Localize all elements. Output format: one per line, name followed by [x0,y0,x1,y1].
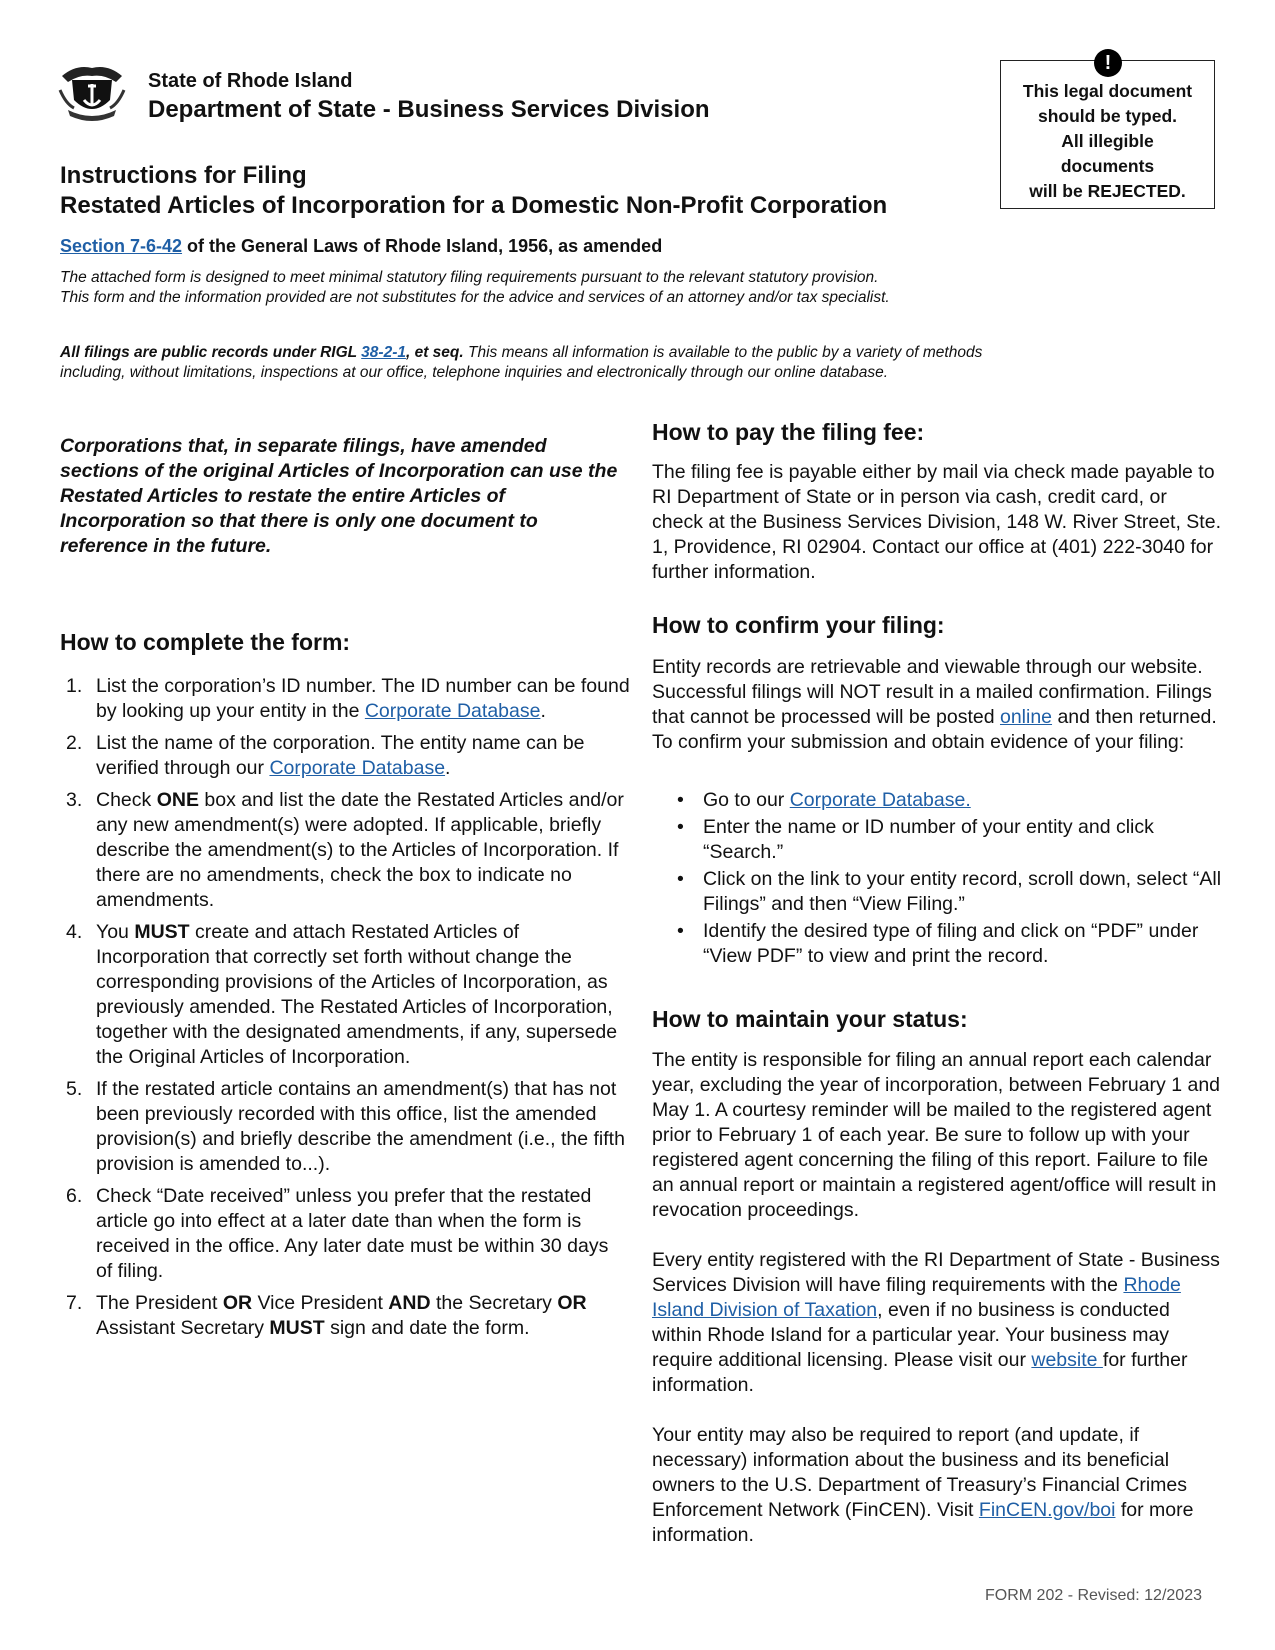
bullet: • [677,816,684,838]
bullet: • [677,868,684,890]
maintain-text: , even if no business is conducted within Rhode Island for a particular year. Your business may require additional licensing. Please visit our [652,1299,1170,1371]
disclaimer [60,268,890,308]
step-emphasis: MUST [269,1317,325,1339]
statute-text: of the General Laws of Rhode Island, 1956, as amended [182,236,663,256]
step-text: box and list the date the Restated Articles and/or any new amendment(s) were adopted. If applicable, briefly describe the amendment(s) to the Articles of Incorporation. If there are no amendments, check the box to indicate no amendments. [96,789,624,911]
public-bold-suffix: , et seq. [405,344,464,361]
step-number: 7. [66,1292,83,1314]
step-text: You [96,921,135,943]
pay-fee-text: The filing fee is payable either by mail via check made payable to RI Department of State or in person via cash, credit card, or check at the Business Services Division, 148 W. River Street, Ste. 1, Providence, RI 02904. Contact our office at (401) 222-3040 for further information. [652,461,1221,583]
step-text: If the restated article contains an amendment(s) that has not been previously recorded with this office, list the amended provision(s) and briefly describe the amendment (i.e., the fifth provision is amended to...). [96,1078,625,1175]
section-link[interactable]: Section 7-6-42 [60,236,183,256]
bullet: • [677,920,684,942]
warning-line: All illegible [1061,131,1154,151]
online-link[interactable]: online [999,706,1053,728]
step-item [60,1077,630,1177]
step-emphasis: OR [222,1292,253,1314]
maintain-paragraph-2 [652,1248,1222,1398]
warning-line: This legal document [1022,81,1193,101]
how-to-complete-heading: How to complete the form: [60,629,351,655]
state-seal-logo [58,60,126,122]
pay-fee-heading: How to pay the filing fee: [652,419,925,445]
maintain-text: for further information. [652,1349,1188,1396]
website-link[interactable]: website [1031,1349,1103,1371]
bullet-text: Identify the desired type of filing and click on “PDF” under “View PDF” to view and print the record. [703,920,1199,967]
page-title-line1: Instructions for Filing [60,162,307,189]
public-bold: All filings are public records under RIGL [60,344,362,361]
public-text: This means all information is available to the public by a variety of methods [463,344,983,361]
step-text: sign and date the form. [324,1317,530,1339]
confirm-filing-text [652,655,1222,755]
exclamation-icon: ! [1094,49,1122,77]
warning-line: should be typed. [1037,106,1178,126]
step-text: The President [96,1292,223,1314]
step-number: 4. [66,921,83,943]
list-item [677,815,1222,865]
step-item [60,1291,630,1341]
page-title-line2: Restated Articles of Incorporation for a Domestic Non-Profit Corporation [60,192,888,219]
public-records-notice [60,343,982,383]
header-state: State of Rhode Island [148,70,353,92]
disclaimer-line: This form and the information provided are not substitutes for the advice and services of an attorney and/or tax specialist. [60,289,890,306]
corporate-database-link[interactable]: Corporate Database [364,700,541,722]
bullet-text: Go to our [703,789,790,811]
step-item [60,731,630,781]
public-text-line2: including, without limitations, inspections at our office, telephone inquiries and electronically through our online database. [60,364,889,381]
corporate-database-link[interactable]: Corporate Database [269,757,446,779]
step-number: 1. [66,675,83,697]
warning-line: documents [1060,156,1155,176]
form-revision-footer: FORM 202 - Revised: 12/2023 [985,1587,1202,1604]
step-text: Vice President [252,1292,389,1314]
step-text: List the name of the corporation. The entity name can be verified through our [96,732,585,779]
maintain-paragraph-3 [652,1423,1222,1548]
maintain-text: Your entity may also be required to report (and update, if necessary) information about the business and its beneficial owners to the U.S. Department of Treasury’s Financial Crimes Enforcement Network (FinCEN). Visit [652,1424,1188,1521]
step-emphasis: OR [557,1292,587,1314]
warning-box [1000,52,1215,209]
step-text: the Secretary [430,1292,558,1314]
warning-line: will be REJECTED. [1029,181,1186,201]
maintain-text: for more information. [652,1499,1194,1546]
bullet-text: Click on the link to your entity record, scroll down, select “All Filings” and then “View Filing.” [703,868,1222,915]
step-text: List the corporation’s ID number. The ID number can be found by looking up your entity in the [96,675,630,722]
step-item [60,920,630,1070]
step-number: 2. [66,732,83,754]
step-number: 3. [66,789,83,811]
rigl-link[interactable]: 38-2-1 [361,344,406,361]
step-emphasis: MUST [134,921,190,943]
step-emphasis: ONE [156,789,199,811]
list-item [677,919,1222,969]
intro-paragraph: Corporations that, in separate filings, have amended sections of the original Articles of Incorporation can use the Restated Articles to restate the entire Articles of Incorporation so that there is only one document to reference in the future. [60,435,618,557]
step-text: create and attach Restated Articles of Incorporation that correctly set forth without change the corresponding provisions of the Articles of Incorporation, as previously amended. The Restated Articles of Incorporation, together with the designated amendments, if any, supersede the Original Articles of Incorporation. [96,921,618,1068]
list-item [677,867,1222,917]
step-number: 6. [66,1185,83,1207]
step-item [60,1184,630,1284]
confirm-steps-list [677,788,1222,971]
confirm-filing-heading: How to confirm your filing: [652,612,945,638]
instruction-steps [60,674,630,1348]
bullet: • [677,789,684,811]
division-of-taxation-link[interactable]: Rhode Island Division of Taxation [652,1274,1181,1321]
confirm-text: Entity records are retrievable and viewable through our website. Successful filings will NOT result in a mailed confirmation. Filings that cannot be processed will be posted [652,656,1212,728]
step-text: Check “Date received” unless you prefer that the restated article go into effect at a later date than when the form is received in the office. Any later date must be within 30 days of filing. [96,1185,609,1282]
maintain-paragraph-1: The entity is responsible for filing an annual report each calendar year, excluding the year of incorporation, between February 1 and May 1. A courtesy reminder will be mailed to the registered agent prior to February 1 of each year. Be sure to follow up with your registered agent concerning the filing of this report. Failure to file an annual report or maintain a registered agent/office will result in revocation proceedings. [652,1049,1221,1221]
step-item [60,788,630,913]
step-item [60,674,630,724]
fincen-link[interactable]: FinCEN.gov/boi [978,1499,1116,1521]
step-text: Check [96,789,157,811]
maintain-status-heading: How to maintain your status: [652,1006,968,1032]
disclaimer-line: The attached form is designed to meet minimal statutory filing requirements pursuant to the relevant statutory provision. [60,269,879,286]
step-end: . [445,757,451,779]
confirm-text: and then returned. To confirm your submission and obtain evidence of your filing: [652,706,1217,753]
step-text: Assistant Secretary [96,1317,270,1339]
step-number: 5. [66,1078,83,1100]
statute-reference [60,236,662,257]
bullet-text: Enter the name or ID number of your entity and click “Search.” [703,816,1154,863]
corporate-database-link[interactable]: Corporate Database. [789,789,971,811]
step-emphasis: AND [388,1292,431,1314]
header-department: Department of State - Business Services Division [148,96,710,123]
maintain-text: Every entity registered with the RI Department of State - Business Services Division will have filing requirements with the [652,1249,1220,1296]
step-end: . [540,700,546,722]
list-item [677,788,1222,813]
